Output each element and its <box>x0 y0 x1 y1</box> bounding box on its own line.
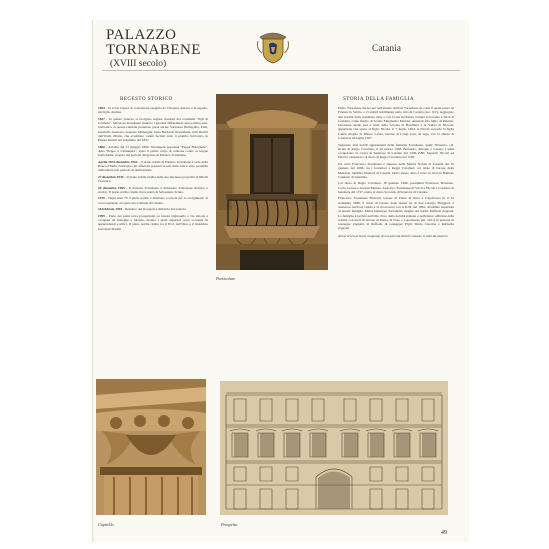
regesto-entry-text: - Negli anni '70 il piano nobile è destinato a scuola per lo svolgimento di corsi regionali, ad opera del Comune di Catania. <box>98 196 208 205</box>
regesto-entry-date: 18 febbraio 1994 <box>98 207 123 212</box>
balcony-photo <box>216 94 328 270</box>
regesto-entry <box>98 196 208 205</box>
storia-paragraph: Un certo Francesco Tornabene è annesso nella Mastra Nobile di Catania dal 16 gennaio del 1696, tra i fondatori a Reggi Cavalieri, col titolo di barone della Mendola, membri Senatori di Catania. Dello stesso anno e terre su Giovan Battista, Capitano di Giustizia. <box>338 161 454 179</box>
caption-prospetto: Prospetto. <box>221 522 239 527</box>
regesto-entry <box>98 186 208 195</box>
regesto-entry <box>98 106 208 115</box>
regesto-entry-date: 1999 <box>98 213 105 218</box>
regesto-entry-text: - Il piano nobile di Palazzo Tornabene è sede della Banca d'Italia. Attraverso gli affreschi presenti in uno delle sale è stato possibile individuare tale periodo di destinazione. <box>98 159 208 173</box>
page-number: 49 <box>441 530 447 536</box>
regesto-entry <box>98 207 208 211</box>
storia-arms: Arma: d'oro al leone rampante di una piccola dicarte ramato, il tutto da azzurro. <box>338 233 449 238</box>
facade-drawing <box>220 381 448 515</box>
regesto-entry-text: - Il Palazzo Tornabene è dichiarato d'interesse artistico e storico. Il piano nobile risulta di proprietà di Sebastiano Sciuto. <box>98 185 208 194</box>
storia-paragraph: Segurono altri nobili appartenenti della famiglia Tornabene, quali: Silvestro, cel. siculo di Regio Cavaliere, il 22 marzo 1508, Bernardo, Antonio e Cesare, i quali occuparono la carica di Senatore di Catania dal 1509-1580; Saporito Nicolò ed Ottavio ottenendo col titolo di Regio Cavaliere nel 1590. <box>338 142 454 160</box>
regesto-entry-text: - All'alba del 31 maggio 1860, l'irrompere popolana "Peppa Bolognese", detta "Peppa a' Cannunera", spara il primo colpo di cannone contro le truppe borboniche, proprio dal portone d'ingresso di Palazzo Tornabene. <box>98 144 208 158</box>
regesto-entry-date: 26 dicembre 1965 <box>98 185 125 190</box>
regesto-entry-text: - Si avvia l'opera di costruzione eseguita da Vincenzo Amato, e in seguito, dal figlio Andrea. <box>98 106 208 115</box>
caption-particolare: Particolare. <box>216 276 237 281</box>
regesto-entry-date: 1837 <box>98 116 105 121</box>
capital-photo <box>96 379 206 515</box>
storia-paragraph: Col titolo di Regio Cavaliere, 18 gennaio 1696, presidenti Francesco Bonanno, Carlo, Cesare e Giovan Battista. Ludovico Tornabene di Scicli e Nicola e Capitano di Giustizia del 1727, eletto al dazio Secondo di Senatore di Catania. <box>338 181 454 194</box>
regesto-entry-text: - Parte dei piani terra prospicienti su piazza Ognissella e via Onoda è occupata da botteghe e birrerie, mentre i piani superiori sono occupati da appartamenti e uffici. Il piano nobile risulta tra il Prof. dell'Osso e il musicista Giovanni Roselli. <box>98 213 208 231</box>
regesto-entry-date: 1694 <box>98 106 105 110</box>
page-subtitle: (XVIII secolo) <box>110 59 167 69</box>
regesto-entry <box>98 214 208 231</box>
regesto-entry-text: - Restauro dei prospetti e dell'atrio del palazzo. <box>122 207 187 212</box>
regesto-entry <box>98 117 208 143</box>
regesto-entry-text: - Il piano nobile risulta nelle sue interessa proprietà di Micali Currenca. <box>98 174 208 184</box>
regesto-entry <box>98 145 208 158</box>
title-line-1: PALAZZO <box>106 27 177 43</box>
regesto-heading: REGESTO STORICO <box>120 96 173 102</box>
regesto-list <box>98 106 208 233</box>
regesto-entry-date: 1860 <box>98 144 105 149</box>
coat-of-arms-icon <box>256 27 290 65</box>
regesto-entry <box>98 160 208 173</box>
storia-heading: STORIA DELLA FAMIGLIA <box>343 96 415 102</box>
header-divider <box>102 70 460 71</box>
page-title <box>106 28 201 58</box>
regesto-entry <box>98 175 208 184</box>
regesto-entry-text: - In questo palazzo si svolgono segrete riunioni dei cosiddetti "figli di Carmela". Salvatore Tornabene riunisce i giovani diffondendo una politica anti-borbonica. A queste riunioni prendono parte anche: Salvatore Barbagallo, Patti, Guadalfo Guerrera, Gaetano Mazzaglia, Gian Bernardo Pessalbene, tutti martiri dell'Unità d'Italia, che avrebbero caduti fucilati sotto il piombo borbonico in Piazza martiri nel settembre del 1837. <box>98 116 208 143</box>
storia-paragraph: Francesco Tornabene Bruscali, barone di Pietre di Nero e Capomossa fu il 12 settembre 1688, il titolo di barone della tenute ne di San Giorgio Maggiore è assessore Anch'est Guido e la riconoscen con il D.M. del 1861, all'ultimo superstite di questa famiglia. Maria Giuseppa Tornabene, moglie del nobile Raffaele Zappalà. La famiglia è iscritta nell'albo d'oro della nobiltà italiana e nell'elenco ufficiale della nobiltà con titoli di barone di Pietra, di Noto e Capomezzo (en. 1911) in persona di Giuseppe Zappalà, di Raffaele di Giuseppe; Figli: Maria Caterina e Raffaella Zappalà. <box>338 196 454 231</box>
title-line-2: TORNABENE <box>106 42 202 58</box>
storia-text <box>338 106 454 240</box>
regesto-entry-date: 27 dicembre 1939 <box>98 174 124 179</box>
city-label: Catania <box>372 44 402 54</box>
regesto-entry-date: Aprile 1872-dicembre 1902 <box>98 159 138 164</box>
regesto-entry-date: 1970 <box>98 196 105 201</box>
caption-capitello: Capitello. <box>98 522 115 527</box>
storia-paragraph: Pietro Tornabene deriva per nell'attuale dell'iste Tornabeni, fu colui il quale passò da Firenze in Sicilia, e vi stabilì nobilmente nella città di Catania (sec. XV). Aggregato alla nobiltà della residenza città, e con la sua ricchezza compra la baronia e Terra di Castania, come marito di Grazia Margherita Paternò. Antenati alla figlio di Paternò, baronessa anche essi e titoli della baronia di Bonfitera e la Salina di Nicosia, appartiene che passa al figlio Nicolò, il 7 luglio 1494. A Nicolò succede la figlia Laurie moglie di Blasco Lanza, barone di Longi (ove, in lega, con la chiesa di Catania il 26 luglio 1507. <box>338 106 454 141</box>
